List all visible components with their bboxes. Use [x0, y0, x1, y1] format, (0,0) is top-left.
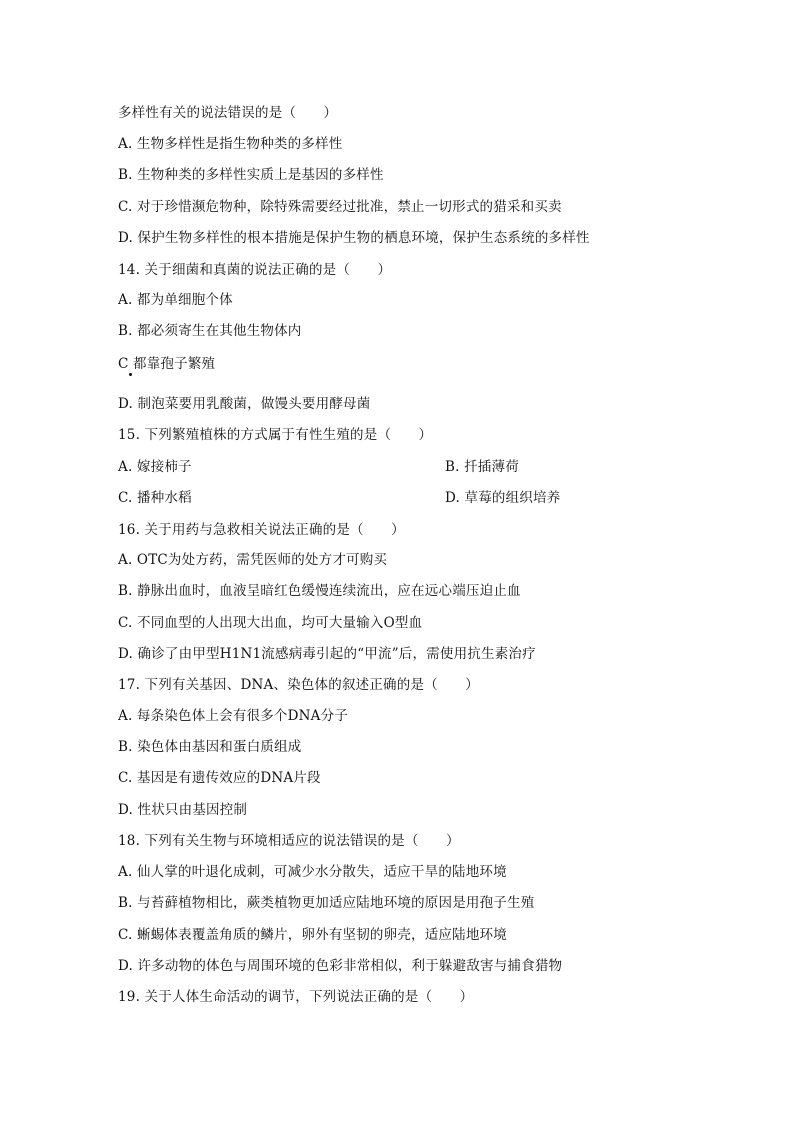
q14-option-d: D. 制泡菜要用乳酸菌，做馒头要用酵母菌 — [118, 396, 371, 412]
q17-option-a: A. 每条染色体上会有很多个DNA分子 — [118, 708, 349, 724]
q17-stem: 17. 下列有关基因、DNA、染色体的叙述正确的是（ ） — [118, 677, 479, 693]
q18-option-d: D. 许多动物的体色与周围环境的色彩非常相似，利于躲避敌害与捕食猎物 — [118, 958, 563, 974]
q13-option-a: A. 生物多样性是指生物种类的多样性 — [118, 136, 343, 152]
q13-option-d: D. 保护生物多样性的根本措施是保护生物的栖息环境，保护生态系统的多样性 — [118, 230, 590, 246]
q14-option-c: C 都靠孢子繁殖 — [118, 356, 216, 372]
q14-stem: 14. 关于细菌和真菌的说法正确的是（ ） — [118, 262, 392, 278]
q15-option-b: B. 扦插薄荷 — [445, 459, 519, 475]
q15-option-c: C. 播种水稻 — [118, 490, 192, 506]
q17-option-b: B. 染色体由基因和蛋白质组成 — [118, 739, 302, 755]
q15-stem: 15. 下列繁殖植株的方式属于有性生殖的是（ ） — [118, 427, 433, 443]
q16-option-d: D. 确诊了由甲型H1N1流感病毒引起的“甲流”后，需使用抗生素治疗 — [118, 646, 536, 662]
q14-option-a: A. 都为单细胞个体 — [118, 292, 233, 308]
q18-stem: 18. 下列有关生物与环境相适应的说法错误的是（ ） — [118, 833, 460, 849]
q16-stem: 16. 关于用药与急救相关说法正确的是（ ） — [118, 522, 405, 538]
stray-dot — [129, 373, 132, 376]
q17-option-c: C. 基因是有遗传效应的DNA片段 — [118, 770, 321, 786]
q18-option-b: B. 与苔藓植物相比，蕨类植物更加适应陆地环境的原因是用孢子生殖 — [118, 895, 535, 911]
q16-option-a: A. OTC为处方药，需凭医师的处方才可购买 — [118, 552, 388, 568]
q18-option-a: A. 仙人掌的叶退化成刺，可减少水分散失，适应干旱的陆地环境 — [118, 864, 507, 880]
q13-option-b: B. 生物种类的多样性实质上是基因的多样性 — [118, 167, 384, 183]
q13-option-c: C. 对于珍惜濒危物种，除特殊需要经过批准，禁止一切形式的猎采和买卖 — [118, 199, 562, 215]
q13-stem-continuation: 多样性有关的说法错误的是（ ） — [118, 105, 338, 121]
q15-option-a: A. 嫁接柿子 — [118, 459, 192, 475]
q14-option-b: B. 都必须寄生在其他生物体内 — [118, 323, 302, 339]
q19-stem: 19. 关于人体生命活动的调节，下列说法正确的是（ ） — [118, 989, 474, 1005]
q15-option-d: D. 草莓的组织培养 — [445, 490, 561, 506]
q16-option-c: C. 不同血型的人出现大出血，均可大量输入O型血 — [118, 615, 423, 631]
q16-option-b: B. 静脉出血时，血液呈暗红色缓慢连续流出，应在远心端压迫止血 — [118, 583, 521, 599]
q17-option-d: D. 性状只由基因控制 — [118, 802, 248, 818]
q18-option-c: C. 蜥蜴体表覆盖角质的鳞片，卵外有坚韧的卵壳，适应陆地环境 — [118, 927, 507, 943]
